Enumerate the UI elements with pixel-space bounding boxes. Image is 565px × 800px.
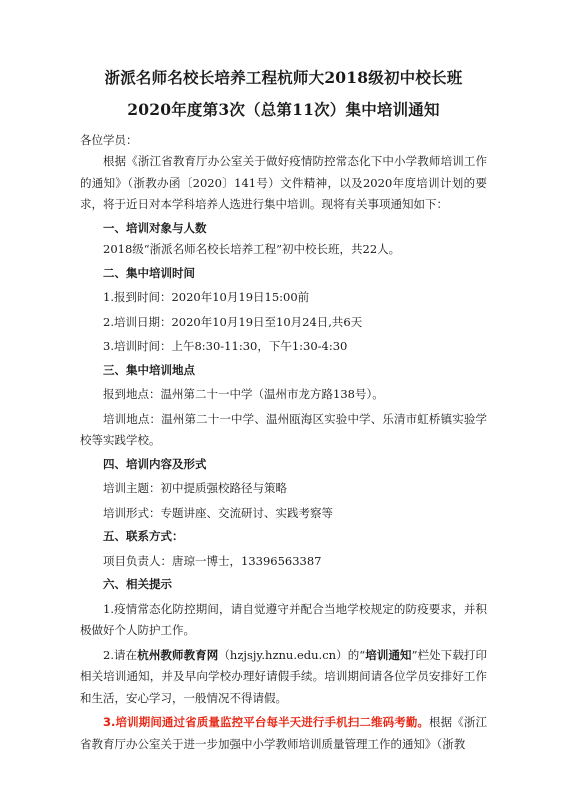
section-4-heading: 四、培训内容及形式: [103, 456, 207, 471]
training-format: 培训形式：专题讲座、交流研讨、实践考察等: [103, 505, 333, 520]
attendance-highlight: 3.培训期间通过省质量监控平台每半天进行手机扫二维码考勤。: [103, 715, 430, 729]
registration-time: 1.报到时间：2020年10月19日15:00前: [103, 290, 310, 304]
training-dates: 2.培训日期：2020年10月19日至10月24日,共6天: [103, 314, 363, 329]
training-hours: 3.培训时间：上午8:30-11:30，下午1:30-4:30: [103, 339, 348, 353]
notice-column-label: 培训通知: [365, 647, 412, 662]
title-line-2: 2020年度第3次（总第11次）集中培训通知: [127, 100, 440, 119]
section-5-heading: 五、联系方式：: [103, 529, 184, 543]
project-contact: 项目负责人：唐琼一博士，13396563387: [103, 553, 322, 568]
training-theme: 培训主题：初中提质强校路径与策略: [103, 481, 287, 495]
greeting: 各位学员：: [80, 133, 138, 147]
section-1-text: 2018级“浙派名师名校长培养工程”初中校长班，共22人。: [103, 242, 401, 256]
registration-location: 报到地点：温州第二十一中学（温州市龙方路138号）。: [103, 387, 384, 401]
tip-attendance: [80, 712, 487, 755]
tip-epidemic-prevention: 1.疫情常态化防控期间，请自觉遵守并配合当地学校规定的防疫要求，并积极做好个人防护工作。: [80, 601, 487, 637]
training-locations: 培训地点：温州第二十一中学、温州瓯海区实验中学、乐清市虹桥镇实验学校等实践学校。: [80, 411, 487, 447]
section-1-heading: 一、培训对象与人数: [103, 220, 207, 235]
section-3-heading: 三、集中培训地点: [103, 362, 195, 377]
tip-2-rest: ”栏处下载打印相关培训通知，并及早向学校办理好请假手续。培训期间请各位学员安排好工作和生活，安心学习，一般情况不得请假。: [80, 647, 487, 705]
tip-2-url: （hzjsjy.hznu.edu.cn）的“: [218, 647, 366, 662]
tip-2-prefix: 2.请在: [103, 647, 138, 662]
section-6-heading: 六、相关提示: [103, 577, 172, 591]
section-2-heading: 二、集中培训时间: [103, 265, 195, 280]
tip-3-rest: 根据《浙江省教育厅办公室关于进一步加强中小学教师培训质量管理工作的通知》（浙教: [80, 715, 487, 751]
tip-download-notice: [80, 645, 487, 710]
intro-paragraph: 根据《浙江省教育厅办公室关于做好疫情防控常态化下中小学教师培训工作的通知》（浙教办函〔2020〕141号）文件精神，以及2020年度培训计划的要求，将于近日对本学科培养人选进行集中培训。现将有关事项通知如下：: [80, 154, 487, 211]
title-line-1: 浙派名师名校长培养工程杭师大2018级初中校长班: [104, 68, 463, 87]
website-link[interactable]: 杭州教师教育网: [137, 647, 219, 662]
